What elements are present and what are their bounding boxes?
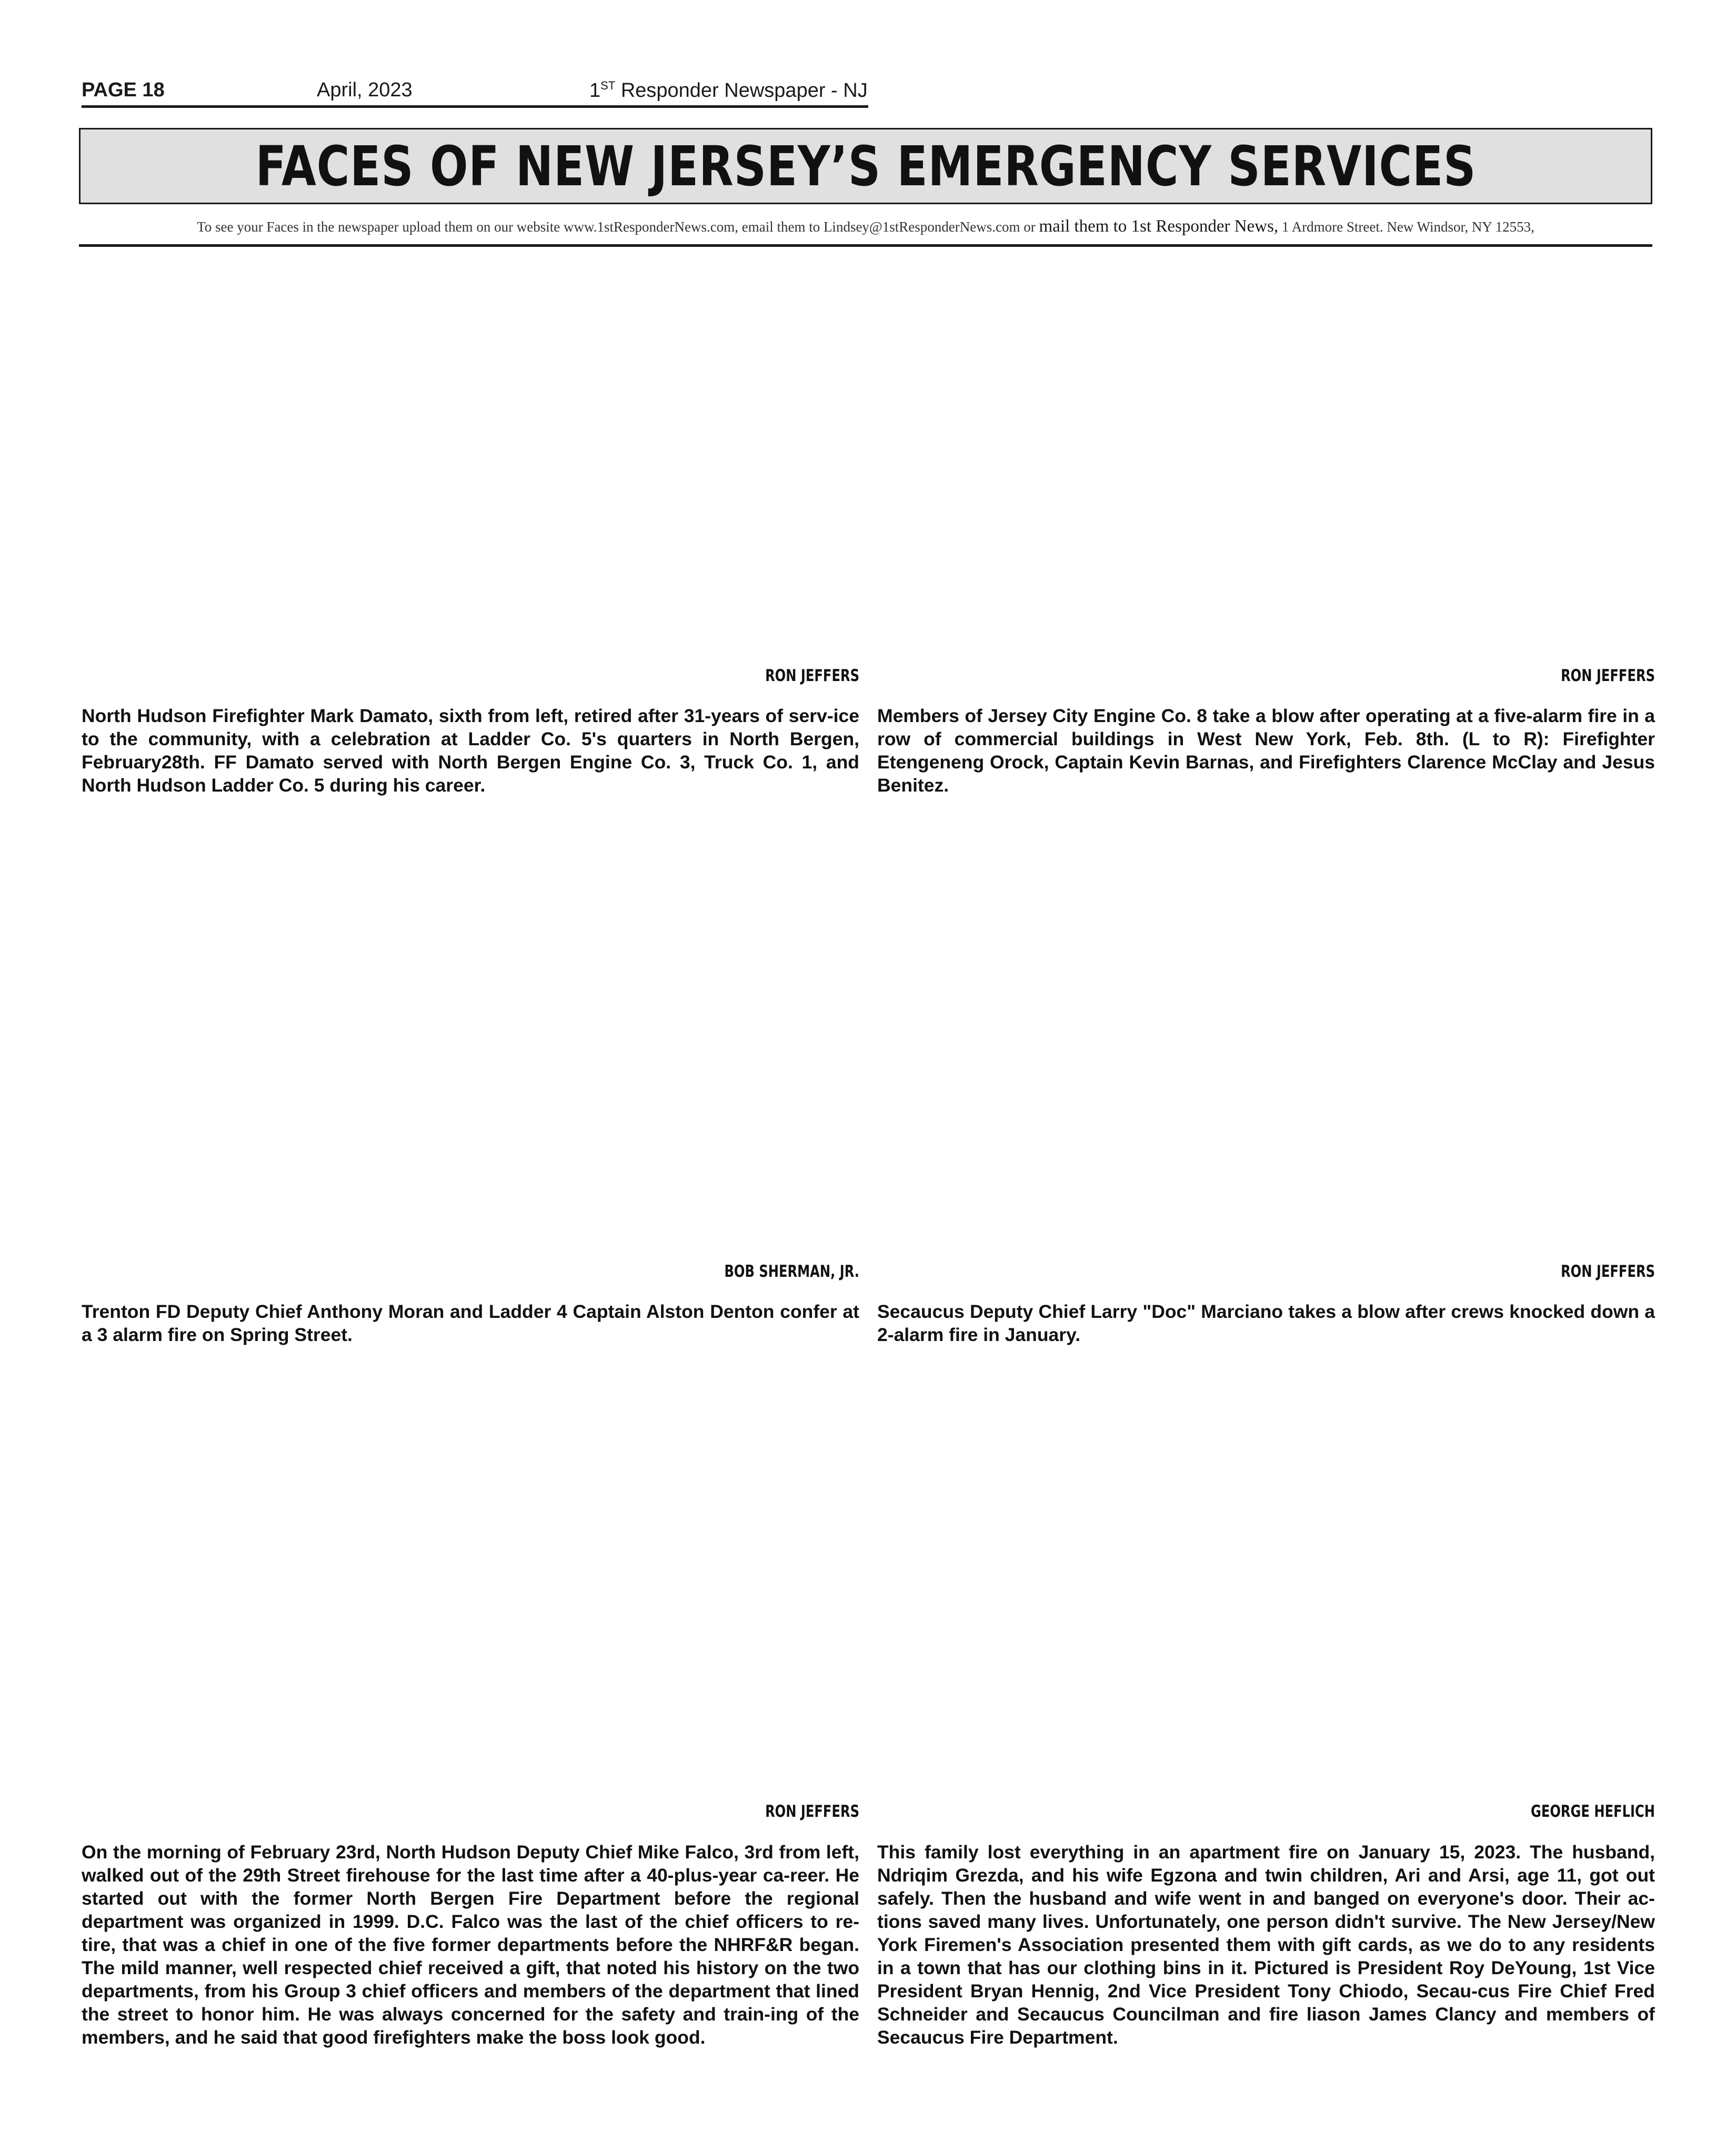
newspaper-name: 1ST Responder Newspaper - NJ [589,79,868,102]
photo-credit: RON JEFFERS [765,1802,859,1821]
photo-caption: Secaucus Deputy Chief Larry "Doc" Marciano takes a blow after crews knocked down a 2-alarm fire in January. [877,1301,1655,1345]
photo-credit: BOB SHERMAN, JR. [724,1262,859,1281]
photo-caption: North Hudson Firefighter Mark Damato, sixth from left, retired after 31-years of serv-ice to the community, with a celebration at Ladder Co. 5's quarters in North Bergen, February28th. FF Damato served with North Bergen Engine Co. 3, Truck Co. 1, and North Hudson Ladder Co. 5 during his career. [82,705,859,796]
header-rule [82,105,868,108]
page-header [82,79,868,106]
photo-damato-retirement [82,263,859,653]
section-banner [79,128,1652,204]
photo-jersey-city-engine-8 [877,263,1655,653]
section-title: FACES OF NEW JERSEY’S EMERGENCY SERVICES [255,134,1476,198]
photo-caption: Trenton FD Deputy Chief Anthony Moran and Ladder 4 Captain Alston Denton confer at a 3 alarm fire on Spring Street. [82,1301,859,1345]
photo-secaucus-deputy-chief [877,821,1655,1258]
photo-credit: GEORGE HEFLICH [1531,1802,1655,1821]
photo-credit: RON JEFFERS [765,666,859,685]
photo-falco-retirement [82,1368,859,1800]
banner-rule [79,244,1652,247]
photo-trenton-deputy-chief [82,821,859,1258]
submission-note: To see your Faces in the newspaper upload them on our website www.1stResponderNews.com, email them to Lindsey@1stResponderNews.com or mail them to 1st Responder News, 1 Ardmore Street. New Windsor, NY 12553, [197,217,1534,236]
photo-credit: RON JEFFERS [1561,1262,1655,1281]
photo-caption: On the morning of February 23rd, North Hudson Deputy Chief Mike Falco, 3rd from left, walked out of the 29th Street firehouse for the last time after a 40-plus-year ca-reer. He started out with the former North Bergen Fire Department before the regional department was organized in 1999. D.C. Falco was the last of the chief officers to re-tire, that was a chief in one of the five former departments before the NHRF&R began. The mild manner, well respected chief received a gift, that noted his history on the two departments, from his Group 3 chief officers and members of the department that lined the street to honor him. He was always concerned for the safety and train-ing of the members, and he said that good firefighters make the boss look good. [82,1842,859,2048]
photo-family-gift-cards [877,1368,1655,1800]
page-number: PAGE 18 [82,79,165,101]
photo-credit: RON JEFFERS [1561,666,1655,685]
issue-date: April, 2023 [317,79,413,101]
photo-caption: This family lost everything in an apartment fire on January 15, 2023. The husband, Ndriqim Grezda, and his wife Egzona and twin children, Ari and Arsi, age 11, got out safely. Then the husband and wife went in and banged on everyone's door. Their ac-tions saved many lives. Unfortunately, one person didn't survive. The New Jersey/New York Firemen's Association presented them with gift cards, as we do to any residents in a town that has our clothing bins in it. Pictured is President Roy DeYoung, 1st Vice President Bryan Hennig, 2nd Vice President Tony Chiodo, Secau-cus Fire Chief Fred Schneider and Secaucus Councilman and fire liason James Clancy and members of Secaucus Fire Department. [877,1842,1655,2048]
photo-caption: Members of Jersey City Engine Co. 8 take a blow after operating at a five-alarm fire in a row of commercial buildings in West New York, Feb. 8th. (L to R): Firefighter Etengeneng Orock, Captain Kevin Barnas, and Firefighters Clarence McClay and Jesus Benitez. [877,705,1655,796]
